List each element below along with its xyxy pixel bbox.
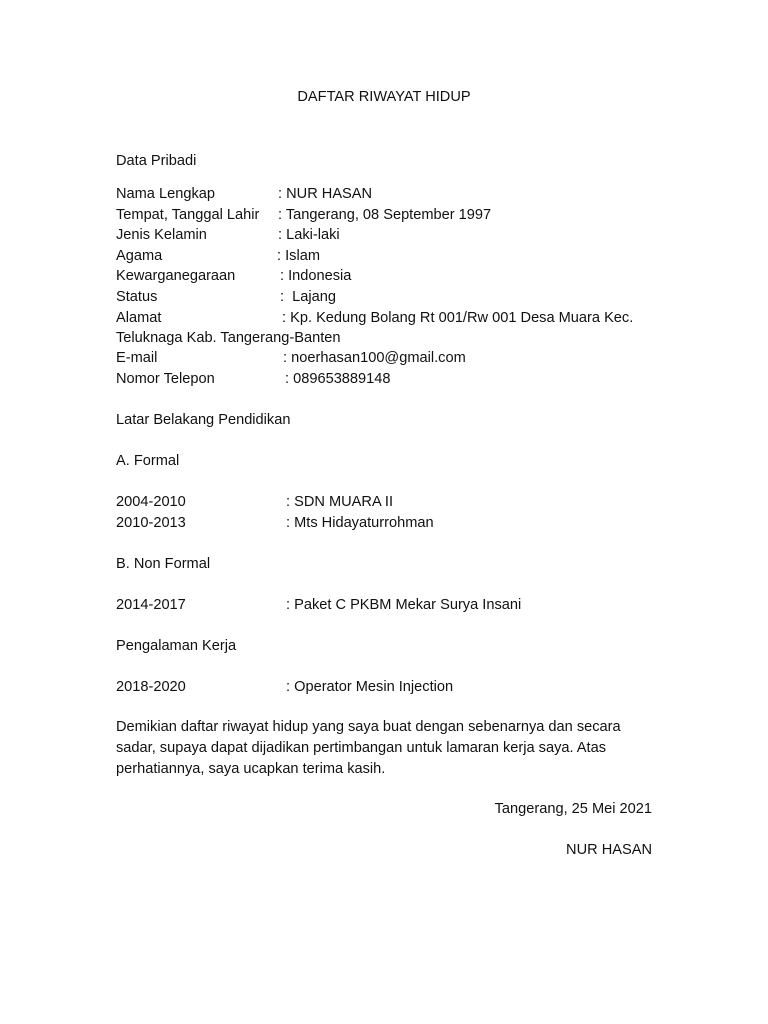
section-heading-data-pribadi: Data Pribadi [116,153,197,169]
label-formal-year-2: 2010-2013 [116,515,186,531]
subheading-non-formal: B. Non Formal [116,556,211,572]
label-nonformal-year-1: 2014-2017 [116,597,186,613]
label-jenis-kelamin: Jenis Kelamin [116,227,207,243]
section-heading-pendidikan: Latar Belakang Pendidikan [116,412,291,428]
value-alamat-continued: Teluknaga Kab. Tangerang-Banten [116,330,341,346]
value-email: : noerhasan100@gmail.com [283,350,466,366]
label-tempat-tanggal-lahir: Tempat, Tanggal Lahir [116,207,260,223]
value-alamat: : Kp. Kedung Bolang Rt 001/Rw 001 Desa Muara Kec. [282,310,634,326]
value-nama-lengkap: : NUR HASAN [278,186,373,202]
label-email: E-mail [116,350,158,366]
closing-line-2: sadar, supaya dapat dijadikan pertimbangan untuk lamaran kerja saya. Atas [116,740,607,756]
label-nama-lengkap: Nama Lengkap [116,186,215,202]
label-agama: Agama [116,248,163,264]
closing-line-3: perhatiannya, saya ucapkan terima kasih. [116,761,386,777]
value-kewarganegaraan: : Indonesia [280,268,352,284]
value-formal-school-1: : SDN MUARA II [286,494,394,510]
signature-name: NUR HASAN [566,842,652,858]
closing-line-1: Demikian daftar riwayat hidup yang saya buat dengan sebenarnya dan secara [116,719,621,735]
signature-place-date: Tangerang, 25 Mei 2021 [494,801,652,817]
label-alamat: Alamat [116,310,162,326]
label-kewarganegaraan: Kewarganegaraan [116,268,236,284]
label-work-year-1: 2018-2020 [116,679,186,695]
label-formal-year-1: 2004-2010 [116,494,186,510]
section-heading-pengalaman-kerja: Pengalaman Kerja [116,638,237,654]
label-status: Status [116,289,158,305]
value-nomor-telepon: : 089653889148 [285,371,391,387]
value-work-position-1: : Operator Mesin Injection [286,679,454,695]
value-jenis-kelamin: : Laki-laki [278,227,340,243]
value-nonformal-school-1: : Paket C PKBM Mekar Surya Insani [286,597,522,613]
value-status: : Lajang [280,289,336,305]
subheading-formal: A. Formal [116,453,180,469]
label-nomor-telepon: Nomor Telepon [116,371,215,387]
value-tempat-tanggal-lahir: : Tangerang, 08 September 1997 [278,207,492,223]
value-formal-school-2: : Mts Hidayaturrohman [286,515,434,531]
value-agama: : Islam [277,248,320,264]
document-title: DAFTAR RIWAYAT HIDUP [297,89,471,105]
